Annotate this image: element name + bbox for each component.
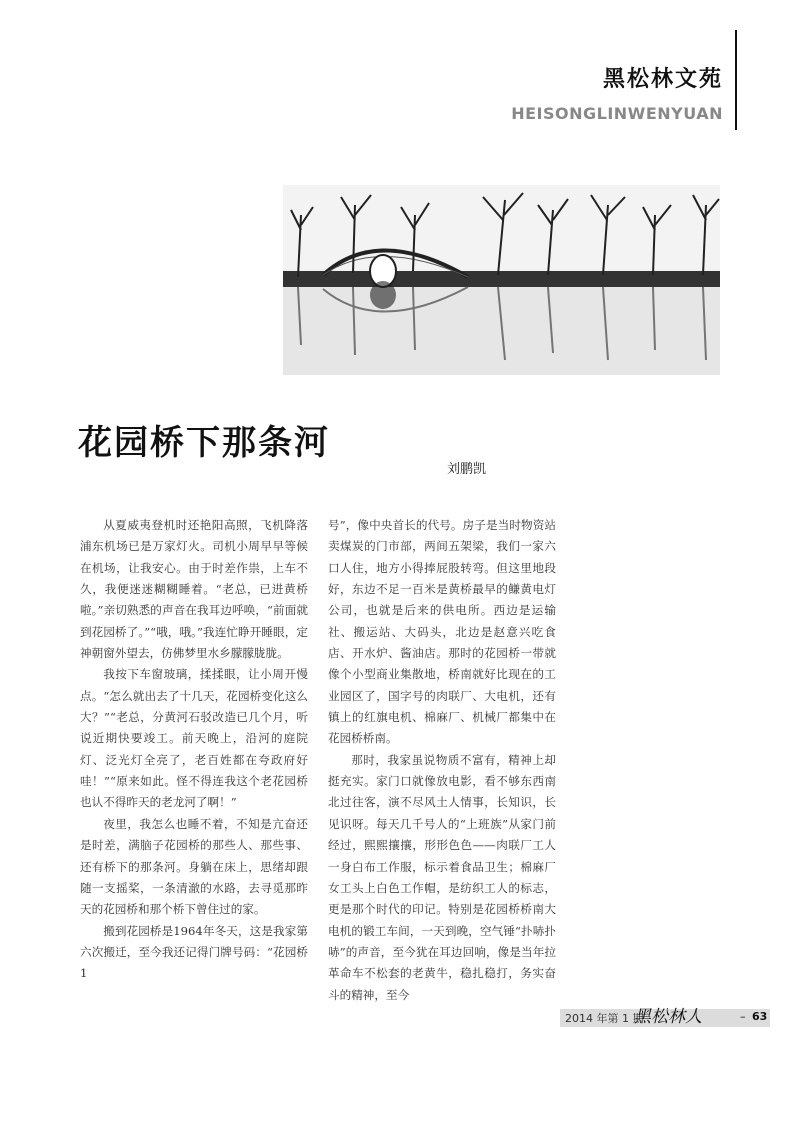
column-pinyin: HEISONGLINWENYUAN <box>511 104 723 123</box>
article-paragraph: 从夏威夷登机时还艳阳高照，飞机降落浦东机场已是万家灯火。司机小周早早等候在机场，让我安心。由于时差作祟，上车不久，我便迷迷糊糊睡着。“老总，已进黄桥啦。”亲切熟悉的声音在我耳边呼唤，“前面就到花园桥了。”“哦，哦。”我连忙睁开睡眼，定神朝窗外望去，仿佛梦里水乡朦朦胧胧。 <box>80 518 308 661</box>
svg-text:黑松林人: 黑松林人 <box>634 1007 702 1027</box>
article-author: 刘鹏凯 <box>447 462 487 477</box>
article-right-column <box>328 515 556 1006</box>
footer-dash: – <box>740 1010 746 1023</box>
header-divider-line <box>735 30 737 130</box>
column-title: 黑松林文苑 <box>602 67 723 92</box>
article-left-column <box>80 515 308 985</box>
article-paragraph: 搬到花园桥是1964年冬天，这是我家第六次搬迁，至今我还记得门牌号码：“花园桥1 <box>80 923 308 981</box>
article-paragraph: 夜里，我怎么也睡不着，不知是亢奋还是时差，满脑子花园桥的那些人、那些事、还有桥下的那条河。身躺在床上，思绪却跟随一支摇桨，一条清澈的水路，去寻觅那昨天的花园桥和那个桥下曾住过的家。 <box>80 816 308 917</box>
magazine-logo <box>632 1003 742 1029</box>
article-paragraph: 我按下车窗玻璃，揉揉眼，让小周开慢点。“怎么就出去了十几天，花园桥变化这么大？”“老总，分黄河石驳改造已几个月，听说近期快要竣工。前天晚上，沿河的庭院灯、泛光灯全亮了，老百姓都在夸政府好哇！”“原来如此。怪不得连我这个老花园桥也认不得昨天的老龙河了啊！” <box>80 667 308 810</box>
page-number: 63 <box>752 1010 768 1023</box>
article-paragraph: 那时，我家虽说物质不富有，精神上却挺充实。家门口就像放电影，看不够东西南北过往客，演不尽风土人情事，长知识，长见识呀。每天几千号人的“上班族”从家门前经过，熙熙攘攘，形形色色——肉联厂工人一身白布工作服，标示着食品卫生；棉麻厂女工头上白色工作帽，是纺织工人的标志，更是那个时代的印记。特别是花园桥桥南大电机的锻工车间，一天到晚，空气锤“扑哧扑哧”的声音，至今犹在耳边回响，像是当年拉革命车不松套的老黄牛，稳扎稳打，务实奋斗的精神，至今 <box>328 752 556 1002</box>
article-paragraph: 号”，像中央首长的代号。房子是当时物资站卖煤炭的门市部，两间五架梁，我们一家六口人住，地方小得捧屁股转弯。但这里地段好，东边不足一百米是黄桥最早的鳒黄电灯公司，也就是后来的供电所。西边是运输社、搬运站、大码头，北边是赵意兴吃食店、开水炉、酱油店。那时的花园桥一带就像个小型商业集散地，桥南就好比现在的工业园区了，国字号的肉联厂、大电机，还有镇上的红旗电机、棉麻厂、机械厂都集中在花园桥桥南。 <box>328 518 556 746</box>
article-title: 花园桥下那条河 <box>78 423 330 463</box>
bridge-reflection-photo <box>283 185 720 375</box>
footer-issue: 2014 年第 1 期 <box>565 1012 644 1025</box>
